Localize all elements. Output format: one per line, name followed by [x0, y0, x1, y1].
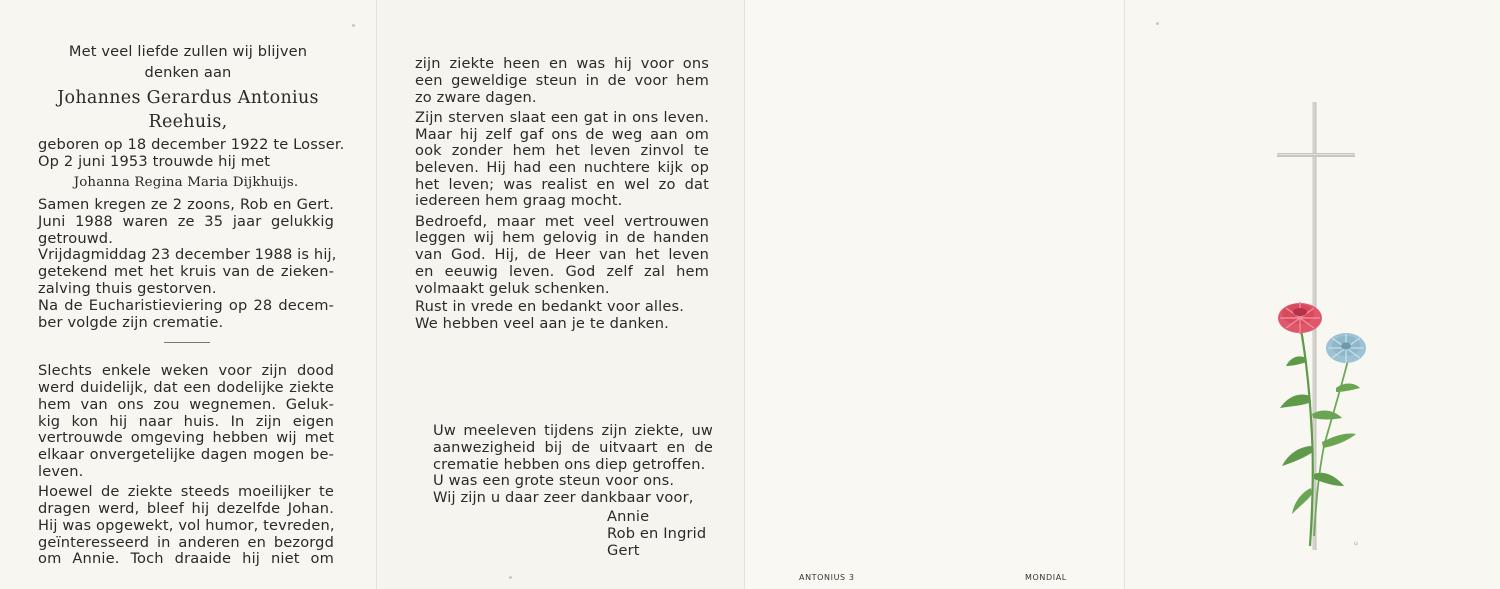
leaf: [1292, 488, 1312, 514]
bio-line: ber volgde zijn crematie.: [38, 314, 224, 331]
fold-line: [1124, 0, 1125, 589]
text-line: Slechts enkele weken voor zijn dood: [38, 362, 334, 379]
cross-with-flowers-illustration: [1262, 96, 1382, 558]
text-line: We hebben veel aan je te danken.: [415, 315, 669, 332]
text-line: het leven; was realist en wel zo dat: [415, 176, 709, 193]
fold-line: [744, 0, 745, 589]
text-line: leggen wij hem gelovig in de handen: [415, 229, 709, 246]
bio-line: Op 2 juni 1953 trouwde hij met: [38, 153, 271, 170]
leaf: [1280, 395, 1311, 409]
card-panel-back: [744, 0, 1124, 589]
signature-name: Rob en Ingrid: [607, 525, 707, 542]
bio-line: zalving thuis gestorven.: [38, 280, 217, 297]
svg-text:©: ©: [1354, 541, 1360, 546]
signature-name: Annie: [607, 508, 650, 525]
print-code: ANTONIUS 3: [799, 573, 855, 582]
text-line: volmaakt geluk schenken.: [415, 280, 610, 297]
thanks-line: Uw meeleven tijdens zijn ziekte, uw: [433, 422, 713, 439]
text-line: geïnteresseerd in anderen en bezorgd: [38, 534, 334, 551]
text-line: elkaar onvergetelijke dagen mogen be-: [38, 446, 334, 463]
paper-speck: [352, 24, 355, 27]
text-line: ook zonder hem het leven zinvol te: [415, 142, 709, 159]
text-line: kig kon hij naar huis. In zijn eigen: [38, 413, 334, 430]
text-line: beleven. Hij had een nuchtere kijk op: [415, 159, 709, 176]
paper-speck: [1156, 22, 1159, 25]
bio-line: Vrijdagmiddag 23 december 1988 is hij,: [38, 246, 337, 263]
fold-line: [376, 0, 377, 589]
bio-line: geboren op 18 december 1922 te Losser.: [38, 136, 345, 153]
text-line: Rust in vrede en bedankt voor alles.: [415, 298, 684, 315]
deceased-surname: Reehuis,: [148, 112, 228, 132]
text-line: dragen werd, bleef hij dezelfde Johan.: [38, 500, 334, 517]
text-line: Hoewel de ziekte steeds moeilijker te: [38, 483, 334, 500]
deceased-name: Johannes Gerardus Antonius: [57, 88, 319, 108]
text-line: werd duidelijk, dat een dodelijke ziekte: [38, 379, 334, 396]
thanks-line: aanwezigheid bij de uitvaart en de: [433, 439, 713, 456]
signature-name: Gert: [607, 542, 640, 559]
text-line: en eeuwig leven. God zelf zal hem: [415, 263, 709, 280]
text-line: Bedroefd, maar met veel vertrouwen: [415, 213, 709, 230]
text-line: hem van ons zou wegnemen. Geluk-: [38, 396, 334, 413]
text-line: Hij was opgewekt, vol humor, tevreden,: [38, 517, 335, 534]
text-line: iedereen hem graag mocht.: [415, 192, 623, 209]
text-line: van God. Hij, de Heer van het leven: [415, 246, 709, 263]
thanks-line: Wij zijn u daar zeer dankbaar voor,: [433, 489, 694, 506]
bio-line: Juni 1988 waren ze 35 jaar gelukkig: [38, 213, 334, 230]
text-line: zo zware dagen.: [415, 89, 537, 106]
bio-line: getrouwd.: [38, 230, 114, 247]
leaf: [1336, 384, 1360, 393]
text-line: leven.: [38, 463, 84, 480]
bio-line: getekend met het kruis van de zieken-: [38, 263, 334, 280]
intro-line: Met veel liefde zullen wij blijven: [68, 43, 308, 60]
bio-line: Na de Eucharistieviering op 28 decem-: [38, 297, 334, 314]
thanks-line: U was een grote steun voor ons.: [433, 472, 675, 489]
blue-flower: [1326, 333, 1366, 363]
paper-speck: [509, 576, 512, 579]
section-divider: [164, 342, 210, 343]
text-line: Zijn sterven slaat een gat in ons leven.: [415, 109, 709, 126]
text-line: zijn ziekte heen en was hij voor ons: [415, 55, 709, 72]
intro-line: denken aan: [144, 64, 232, 81]
thanks-line: crematie hebben ons diep getroffen.: [433, 456, 706, 473]
leaf: [1286, 356, 1307, 366]
text-line: om Annie. Toch draaide hij niet om: [38, 550, 334, 567]
print-code: MONDIAL: [1025, 573, 1067, 582]
leaf: [1282, 446, 1313, 466]
text-line: vertrouwde omgeving hebben wij met: [38, 429, 334, 446]
spouse-name: Johanna Regina Maria Dijkhuijs.: [73, 175, 299, 190]
text-line: Maar hij zelf gaf ons de weg aan om: [415, 126, 709, 143]
text-line: een geweldige steun in de voor hem: [415, 72, 709, 89]
bio-line: Samen kregen ze 2 zoons, Rob en Gert.: [38, 196, 334, 213]
